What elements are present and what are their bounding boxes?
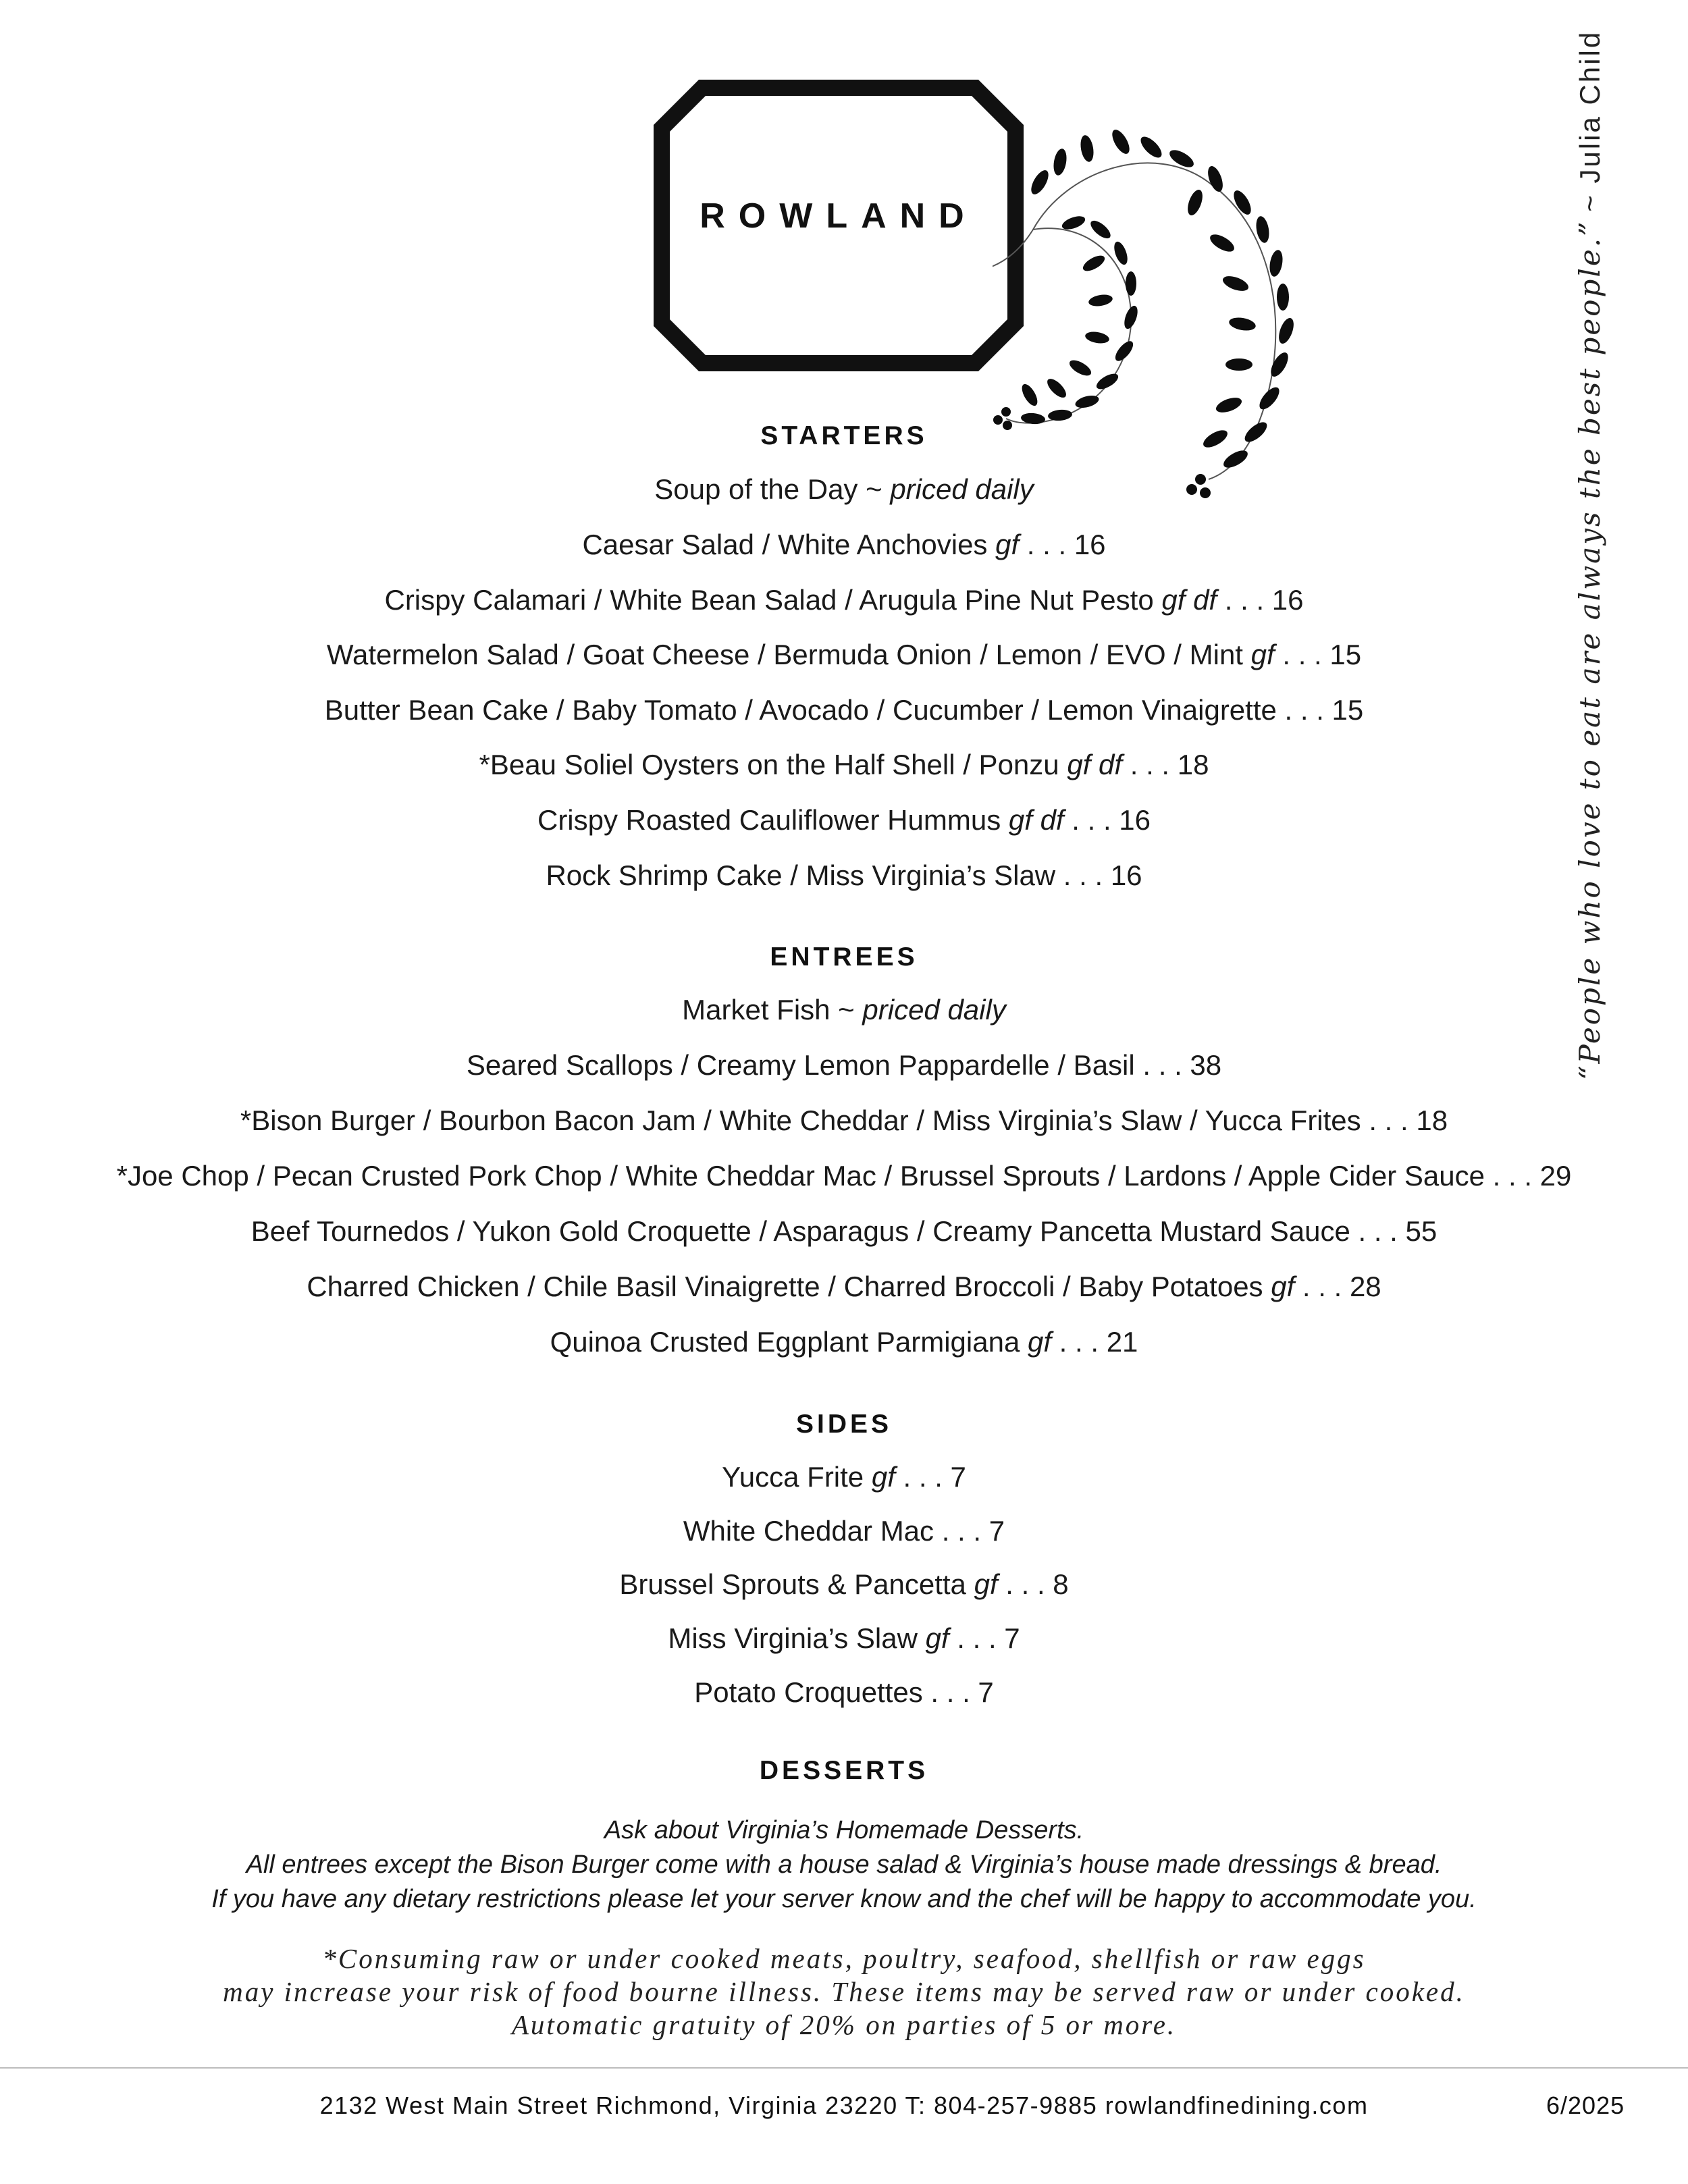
footer-divider (0, 2067, 1688, 2069)
menu-item: Butter Bean Cake / Baby Tomato / Avocado / Cucumber / Lemon Vinaigrette . . . 15 (324, 694, 1364, 726)
menu-item: Soup of the Day ~ priced daily (654, 473, 1034, 505)
menu-item: Rock Shrimp Cake / Miss Virginia’s Slaw . . . 16 (546, 859, 1142, 891)
disclaimer-line: *Consuming raw or under cooked meats, poultry, seafood, shellfish or raw eggs (322, 1943, 1366, 1974)
menu-item: Quinoa Crusted Eggplant Parmigiana gf . . . 21 (550, 1326, 1138, 1358)
section-title-starters: STARTERS (760, 421, 928, 450)
menu-item: Brussel Sprouts & Pancetta gf . . . 8 (619, 1568, 1069, 1600)
menu-item: Watermelon Salad / Goat Cheese / Bermuda Onion / Lemon / EVO / Mint gf . . . 15 (326, 639, 1362, 670)
menu-item: Seared Scallops / Creamy Lemon Pappardelle / Basil . . . 38 (466, 1049, 1222, 1081)
menu-item: *Bison Burger / Bourbon Bacon Jam / White Cheddar / Miss Virginia’s Slaw / Yucca Frites . . . 18 (240, 1104, 1448, 1136)
section-title-entrees: ENTREES (770, 942, 918, 971)
footer-date: 6/2025 (1546, 2092, 1625, 2119)
menu-item: White Cheddar Mac . . . 7 (683, 1515, 1005, 1547)
menu-item: Crispy Roasted Cauliflower Hummus gf df . . . 16 (537, 804, 1151, 836)
section-title-desserts: DESSERTS (759, 1756, 929, 1785)
menu-item: Miss Virginia’s Slaw gf . . . 7 (668, 1622, 1020, 1654)
menu-item: Crispy Calamari / White Bean Salad / Arugula Pine Nut Pesto gf df . . . 16 (384, 584, 1304, 616)
menu-item: Potato Croquettes . . . 7 (694, 1676, 994, 1708)
menu-item: Yucca Frite gf . . . 7 (722, 1461, 966, 1493)
note-dietary: If you have any dietary restrictions please let your server know and the chef will be happy to accommodate you. (211, 1885, 1477, 1913)
note-desserts: Ask about Virginia’s Homemade Desserts. (604, 1816, 1084, 1844)
menu-item: *Joe Chop / Pecan Crusted Pork Chop / White Cheddar Mac / Brussel Sprouts / Lardons / Apple Cider Sauce . . . 29 (116, 1160, 1572, 1192)
menu-item: Beef Tournedos / Yukon Gold Croquette / Asparagus / Creamy Pancetta Mustard Sauce . . . 55 (250, 1215, 1438, 1247)
quote-author: ~ Julia Child (1574, 30, 1606, 212)
section-title-sides: SIDES (795, 1410, 893, 1439)
note-house-salad: All entrees except the Bison Burger come with a house salad & Virginia’s house made dressings & bread. (246, 1850, 1442, 1879)
disclaimer-line: Automatic gratuity of 20% on parties of 5 or more. (511, 2009, 1177, 2040)
brand-name: ROWLAND (700, 196, 978, 236)
quote-text: “People who love to eat are always the best people.” (1573, 219, 1606, 1080)
footer-address: 2132 West Main Street Richmond, Virginia 23220 T: 804-257-9885 rowlandfinedining.com (319, 2092, 1369, 2119)
menu-item: Charred Chicken / Chile Basil Vinaigrette / Charred Broccoli / Baby Potatoes gf . . . 28 (307, 1271, 1381, 1302)
menu-item: *Beau Soliel Oysters on the Half Shell / Ponzu gf df . . . 18 (479, 749, 1209, 780)
disclaimer-line: may increase your risk of food bourne illness. These items may be served raw or under cooked. (223, 1976, 1465, 2007)
menu-item: Market Fish ~ priced daily (682, 994, 1006, 1026)
menu-item: Caesar Salad / White Anchovies gf . . . 16 (582, 529, 1106, 560)
